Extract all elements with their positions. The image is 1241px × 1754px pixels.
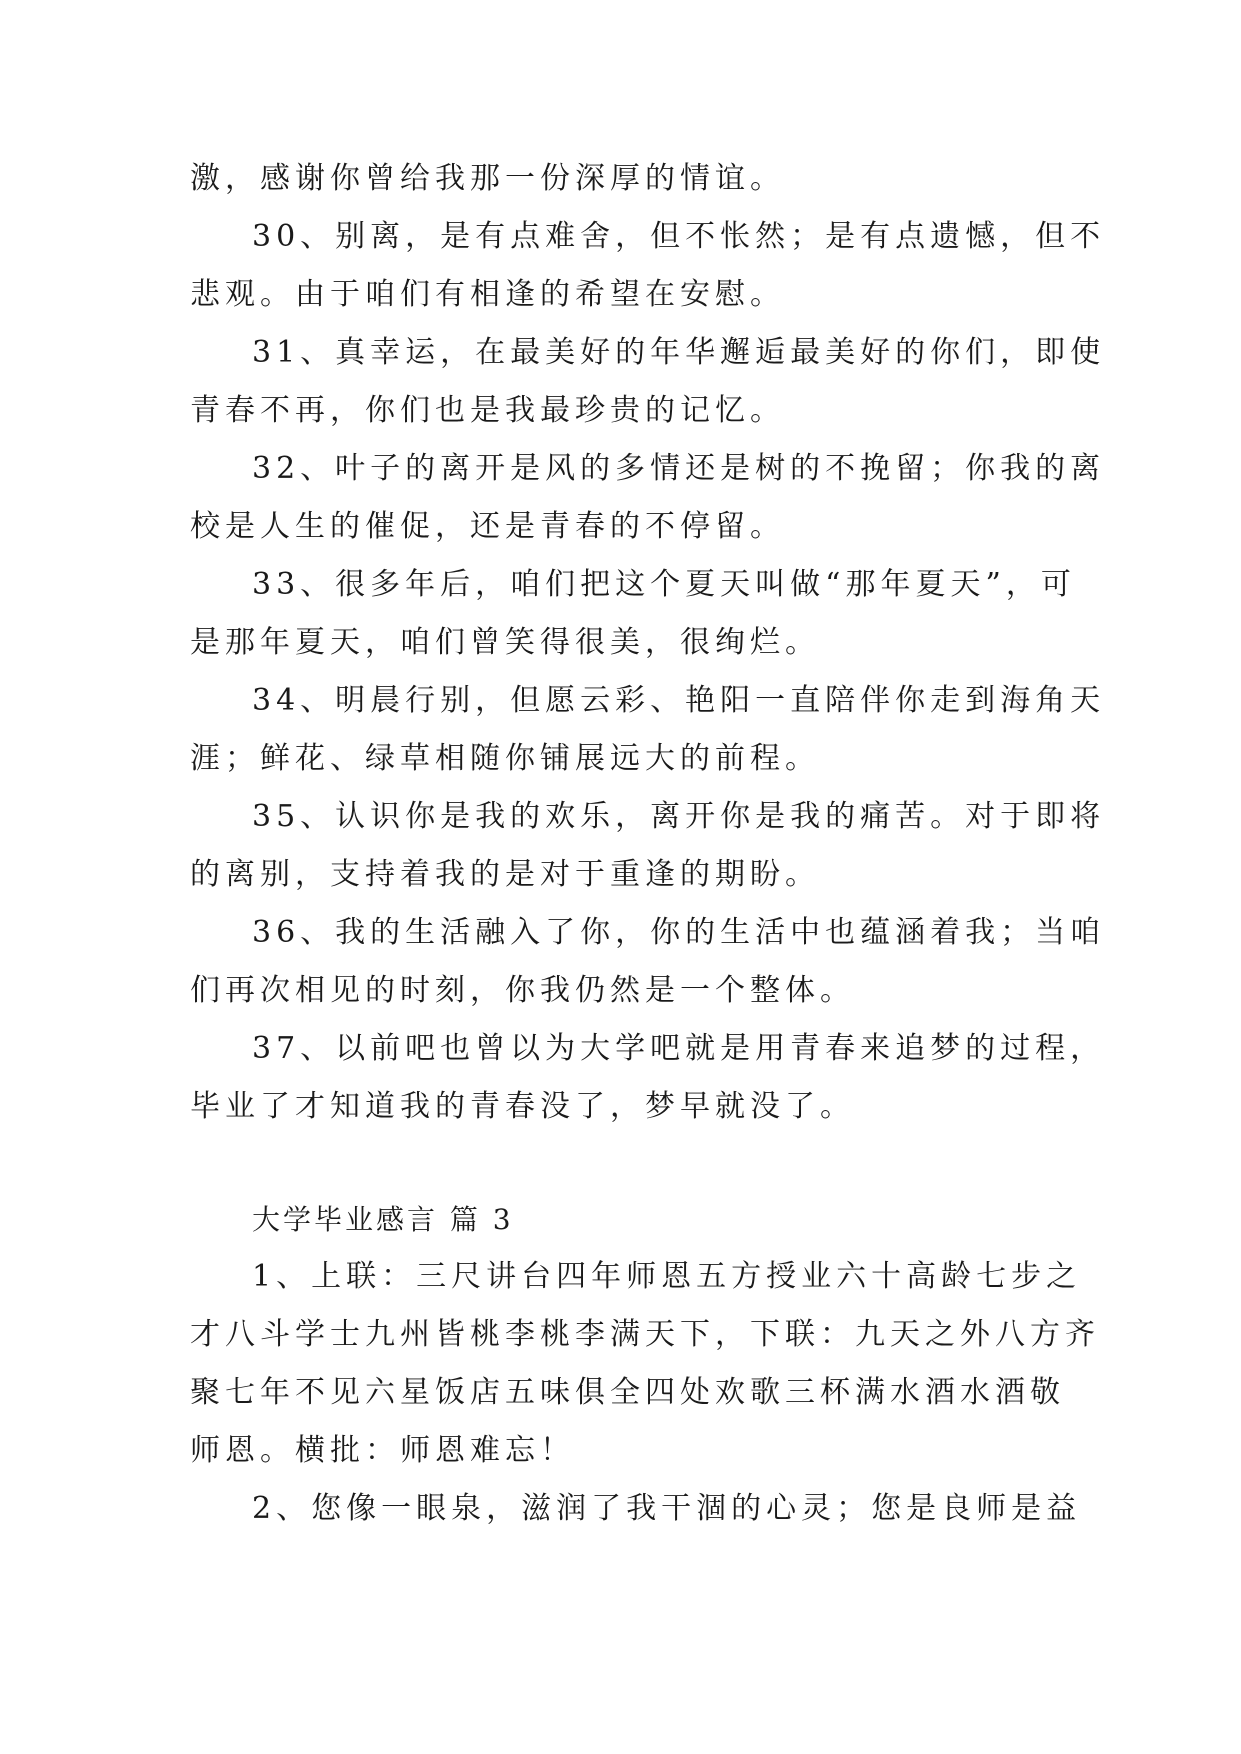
paragraph-line: 的离别，支持着我的是对于重逢的期盼。	[190, 857, 820, 892]
document-page	[190, 150, 1106, 1538]
paragraph-line: 毕业了才知道我的青春没了，梦早就没了。	[190, 1089, 855, 1124]
paragraph-line: 33、很多年后，咱们把这个夏天叫做“那年夏天”，可	[252, 567, 1076, 602]
paragraph-line: 2、您像一眼泉，滋润了我干涸的心灵；您是良师是益	[252, 1491, 1082, 1526]
paragraph-line: 是那年夏天，咱们曾笑得很美，很绚烂。	[190, 625, 820, 660]
paragraph-line: 30、别离，是有点难舍，但不怅然；是有点遗憾，但不	[252, 219, 1106, 254]
paragraph-line: 们再次相见的时刻，你我仍然是一个整体。	[190, 973, 855, 1008]
paragraph-line: 34、明晨行别，但愿云彩、艳阳一直陪伴你走到海角天	[252, 683, 1106, 718]
paragraph-line: 32、叶子的离开是风的多情还是树的不挽留；你我的离	[252, 451, 1106, 486]
paragraph-line: 青春不再，你们也是我最珍贵的记忆。	[190, 393, 785, 428]
paragraph-line: 37、以前吧也曾以为大学吧就是用青春来追梦的过程，	[252, 1031, 1106, 1066]
paragraph-line: 校是人生的催促，还是青春的不停留。	[190, 509, 785, 544]
paragraph-line: 激，感谢你曾给我那一份深厚的情谊。	[190, 161, 785, 196]
section-heading: 大学毕业感言 篇 3	[252, 1203, 514, 1236]
paragraph-line: 31、真幸运，在最美好的年华邂逅最美好的你们，即使	[252, 335, 1106, 370]
paragraph-line: 1、上联：三尺讲台四年师恩五方授业六十高龄七步之	[252, 1259, 1082, 1294]
section-spacer	[190, 1136, 1070, 1192]
paragraph-line: 聚七年不见六星饭店五味俱全四处欢歌三杯满水酒水酒敬	[190, 1375, 1065, 1410]
paragraph-line: 师恩。横批：师恩难忘！	[190, 1433, 575, 1468]
paragraph-line: 35、认识你是我的欢乐，离开你是我的痛苦。对于即将	[252, 799, 1106, 834]
paragraph-line: 才八斗学士九州皆桃李桃李满天下，下联：九天之外八方齐	[190, 1317, 1100, 1352]
paragraph-line: 涯；鲜花、绿草相随你铺展远大的前程。	[190, 741, 820, 776]
paragraph-line: 悲观。由于咱们有相逢的希望在安慰。	[190, 277, 785, 312]
paragraph-line: 36、我的生活融入了你，你的生活中也蕴涵着我；当咱	[252, 915, 1106, 950]
